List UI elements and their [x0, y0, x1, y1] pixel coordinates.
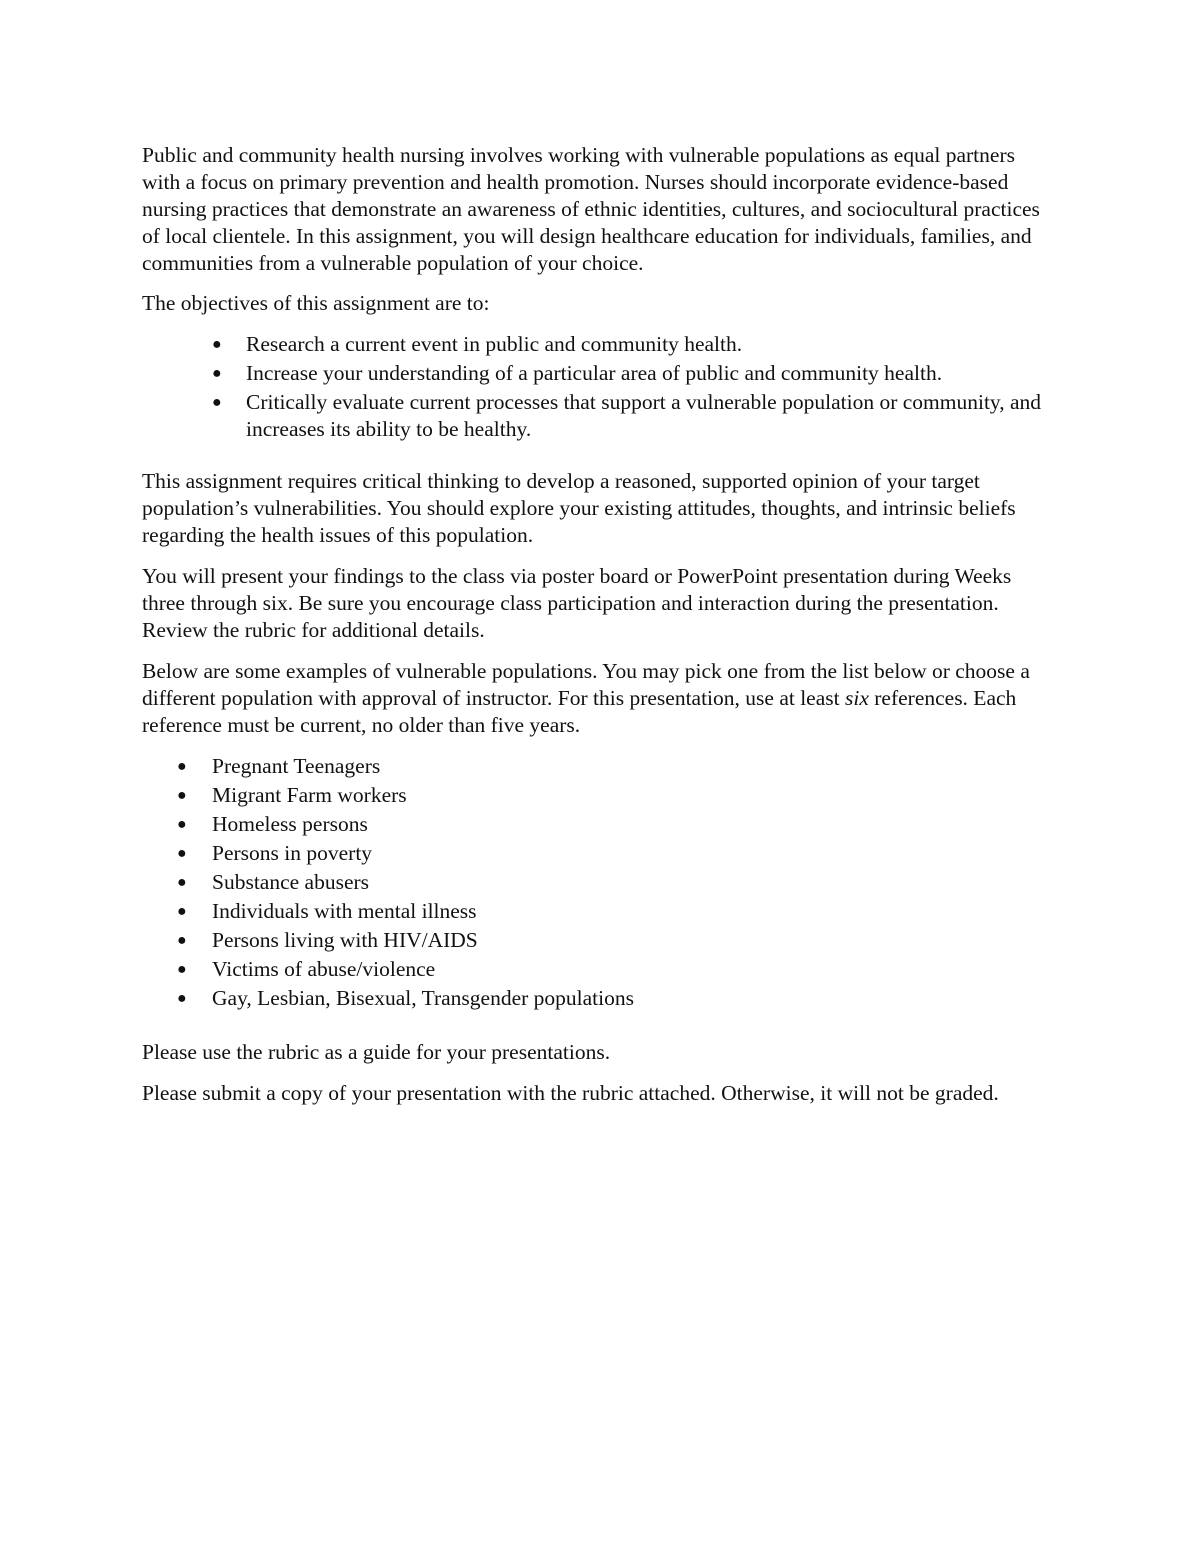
objectives-lead: The objectives of this assignment are to:: [142, 291, 490, 315]
list-item: [212, 329, 1042, 358]
populations-list: [142, 751, 1042, 1012]
list-item: [212, 387, 1042, 443]
list-item-text: Migrant Farm workers: [212, 783, 407, 807]
bullet-icon: ●: [177, 990, 187, 1007]
list-item-text: Substance abusers: [212, 870, 370, 894]
bullet-icon: ●: [177, 961, 187, 978]
intro-paragraph: Public and community health nursing involves working with vulnerable populations as equal partners with a focus on primary prevention and health promotion. Nurses should incorporate evidence-based nursing practices that demonstrate an awareness of ethnic identities, cultures, and sociocultural practices of local clientele. In this assignment, you will design healthcare education for individuals, families, and communities from a vulnerable population of your choice.: [142, 143, 1040, 275]
list-item: [177, 925, 1042, 954]
objectives-list: [142, 329, 1042, 443]
bullet-icon: ●: [177, 787, 187, 804]
examples-text-part2: references. Each reference must be current, no older than five years.: [142, 686, 1017, 737]
bullet-icon: ●: [177, 903, 187, 920]
bullet-icon: ●: [177, 816, 187, 833]
bullet-icon: ●: [177, 845, 187, 862]
list-item: [177, 809, 1042, 838]
list-item: [177, 954, 1042, 983]
list-item-text: Homeless persons: [212, 812, 368, 836]
bullet-icon: ●: [177, 932, 187, 949]
submit-note: Please submit a copy of your presentation with the rubric attached. Otherwise, it will not be graded.: [142, 1081, 999, 1105]
list-item: [177, 780, 1042, 809]
bullet-icon: ●: [177, 874, 187, 891]
rubric-note: Please use the rubric as a guide for your presentations.: [142, 1040, 611, 1064]
list-item: [177, 896, 1042, 925]
list-item-text: Research a current event in public and community health.: [246, 332, 743, 356]
list-item: [177, 838, 1042, 867]
list-item-text: Increase your understanding of a particular area of public and community health.: [246, 361, 943, 385]
list-item-text: Persons living with HIV/AIDS: [212, 928, 478, 952]
list-item-text: Victims of abuse/violence: [212, 957, 436, 981]
bullet-icon: ●: [212, 336, 222, 353]
list-item-text: Pregnant Teenagers: [212, 754, 381, 778]
examples-emphasis: six: [844, 686, 869, 710]
examples-text-part1: Below are some examples of vulnerable populations. You may pick one from the list below or choose a different population with approval of instructor. For this presentation, use at least: [142, 659, 1030, 710]
list-item-text: Critically evaluate current processes that support a vulnerable population or community, and increases its ability to be healthy.: [246, 390, 1042, 441]
list-item: [212, 358, 1042, 387]
list-item-text: Gay, Lesbian, Bisexual, Transgender populations: [212, 986, 634, 1010]
presentation-paragraph: You will present your findings to the class via poster board or PowerPoint presentation during Weeks three through six. Be sure you encourage class participation and interaction during the presentation. Review the rubric for additional details.: [142, 564, 1012, 642]
bullet-icon: ●: [212, 394, 222, 411]
list-item: [177, 867, 1042, 896]
critical-thinking-paragraph: This assignment requires critical thinking to develop a reasoned, supported opinion of your target population’s vulnerabilities. You should explore your existing attitudes, thoughts, and intrinsic beliefs regarding the health issues of this population.: [142, 469, 1016, 547]
list-item: [177, 983, 1042, 1012]
document-body: [142, 142, 1042, 1107]
bullet-icon: ●: [177, 758, 187, 775]
list-item: [177, 751, 1042, 780]
list-item-text: Persons in poverty: [212, 841, 373, 865]
list-item-text: Individuals with mental illness: [212, 899, 477, 923]
examples-paragraph: [142, 658, 1042, 739]
bullet-icon: ●: [212, 365, 222, 382]
